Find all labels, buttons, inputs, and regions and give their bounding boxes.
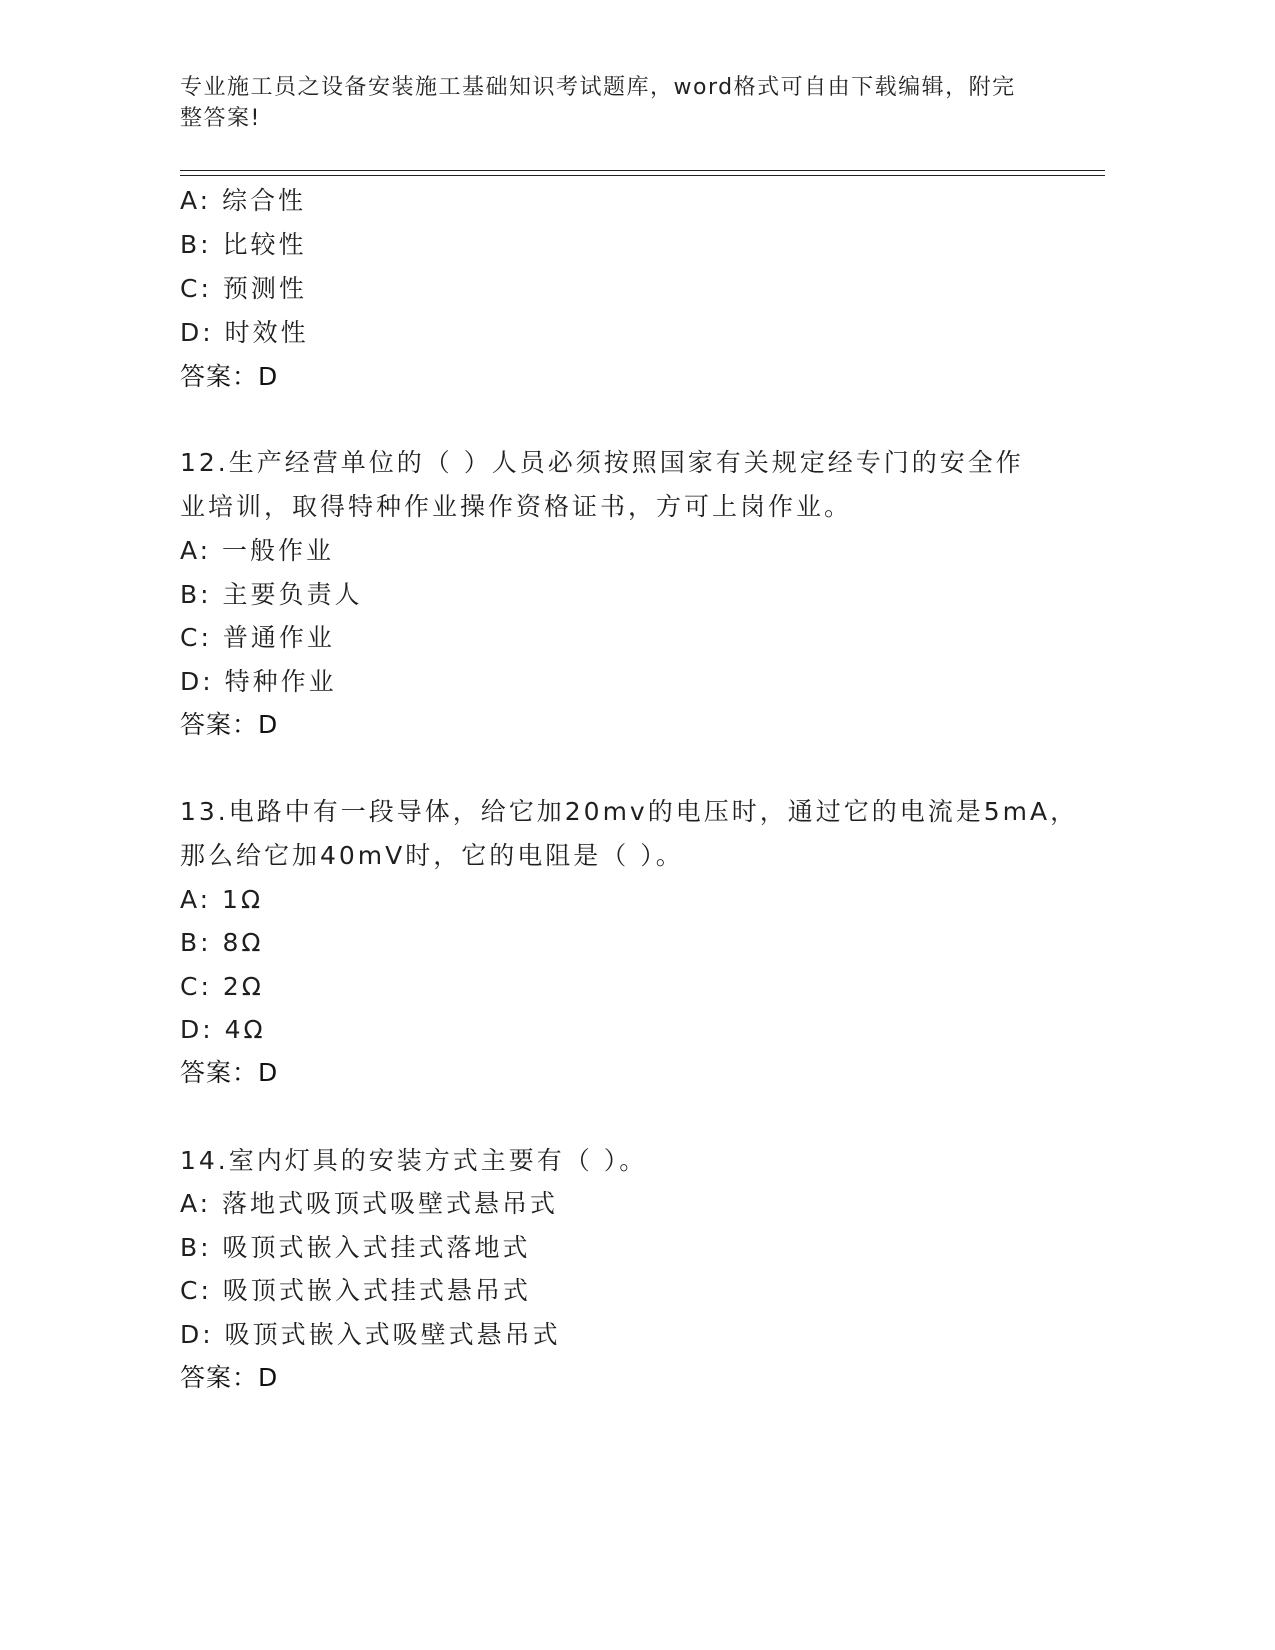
- q12-option-c: C: 普通作业: [180, 623, 335, 652]
- q11-answer: 答案：D: [180, 362, 279, 391]
- header-divider-top: [180, 170, 1105, 171]
- q13-option-a: A: 1Ω: [180, 885, 264, 914]
- q13-answer: 答案：D: [180, 1058, 279, 1087]
- q12-answer: 答案：D: [180, 710, 279, 739]
- document-header: [180, 72, 1040, 134]
- q14-option-d: D: 吸顶式嵌入式吸壁式悬吊式: [180, 1320, 561, 1349]
- q13-stem-line-1: 13.电路中有一段导体，给它加20mv的电压时，通过它的电流是5mA，: [180, 797, 1079, 826]
- q12-stem-line-2: 业培训，取得特种作业操作资格证书，方可上岗作业。: [180, 492, 853, 521]
- q12-option-d: D: 特种作业: [180, 667, 337, 696]
- q14-stem-line-1: 14.室内灯具的安装方式主要有（ ）。: [180, 1146, 648, 1175]
- q11-option-a: A: 综合性: [180, 186, 307, 215]
- header-line-2: 整答案!: [180, 106, 261, 131]
- q14-option-c: C: 吸顶式嵌入式挂式悬吊式: [180, 1276, 531, 1305]
- q11-option-c: C: 预测性: [180, 274, 307, 303]
- q14-answer: 答案：D: [180, 1363, 279, 1392]
- header-divider-bottom: [180, 175, 1105, 176]
- q14-option-a: A: 落地式吸顶式吸壁式悬吊式: [180, 1189, 559, 1218]
- q12-option-b: B: 主要负责人: [180, 580, 363, 609]
- q12-option-a: A: 一般作业: [180, 536, 335, 565]
- q11-option-d: D: 时效性: [180, 318, 309, 347]
- header-line-1: 专业施工员之设备安装施工基础知识考试题库，word格式可自由下载编辑，附完: [180, 75, 1016, 100]
- q11-option-b: B: 比较性: [180, 230, 307, 259]
- q13-option-d: D: 4Ω: [180, 1015, 266, 1044]
- q13-stem-line-2: 那么给它加40mV时，它的电阻是（ ）。: [180, 841, 684, 870]
- q14-option-b: B: 吸顶式嵌入式挂式落地式: [180, 1233, 531, 1262]
- q12-stem-line-1: 12.生产经营单位的（ ）人员必须按照国家有关规定经专门的安全作: [180, 448, 1024, 477]
- q13-option-c: C: 2Ω: [180, 972, 264, 1001]
- q13-option-b: B: 8Ω: [180, 928, 264, 957]
